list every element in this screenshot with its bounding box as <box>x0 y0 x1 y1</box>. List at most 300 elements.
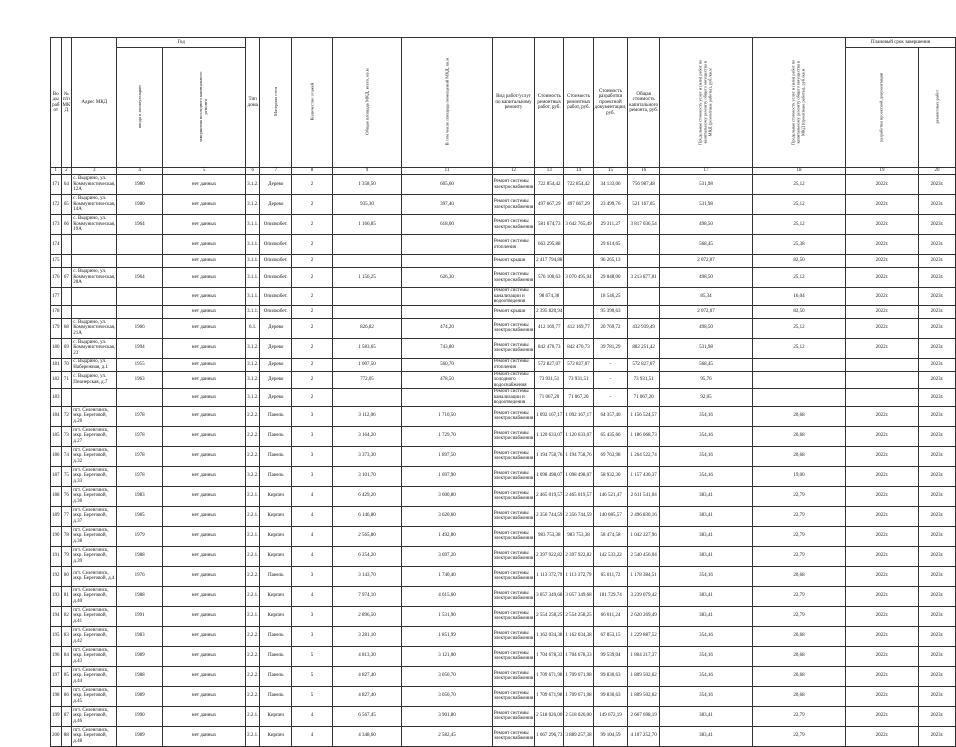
floors: 2 <box>292 288 333 306</box>
commission-year: 1980 <box>117 195 163 215</box>
repair-cost: 2 395 820,94 <box>535 305 564 318</box>
last-repair-year: нет данных <box>163 338 246 358</box>
mkd-number: 83 <box>61 626 72 646</box>
last-repair-year: нет данных <box>163 686 246 706</box>
premises-area: 1 729,70 <box>402 426 493 446</box>
limit-design: 25,12 <box>753 268 846 288</box>
header-repair-works: ремонтных работ <box>919 48 956 168</box>
repair-cost-total: 1 704 678,33 <box>564 646 593 666</box>
limit-repair: 354,16 <box>660 566 753 586</box>
house-type: 3.1.2. <box>246 195 260 215</box>
table-row <box>51 446 956 466</box>
repair-cost-total: 71 067,20 <box>564 389 593 407</box>
wall-material: Панель <box>260 646 292 666</box>
floors: 4 <box>292 706 333 726</box>
column-number: 7 <box>260 168 292 175</box>
column-number-row <box>51 168 956 175</box>
address-cell <box>72 288 117 306</box>
table-row <box>51 318 956 338</box>
design-deadline: 2022г. <box>846 526 919 546</box>
wall-material: Кирпич <box>260 506 292 526</box>
design-deadline <box>846 358 919 371</box>
commission-year: 1988 <box>117 586 163 606</box>
table-row <box>51 175 956 195</box>
row-number: 176 <box>51 268 62 288</box>
table-row <box>51 389 956 407</box>
work-type: Ремонт системы электроснабжения <box>492 546 534 566</box>
wall-material: Панель <box>260 566 292 586</box>
mkd-number: 72 <box>61 406 72 426</box>
house-type: 2.2.2. <box>246 426 260 446</box>
premises-area: 626,30 <box>402 268 493 288</box>
column-number: 1 <box>51 168 62 175</box>
row-number: 187 <box>51 466 62 486</box>
address-cell: пгт. Селенгинск, мкр. Береговой, д.42 <box>72 626 117 646</box>
mkd-number: 65 <box>61 195 72 215</box>
floors: 2 <box>292 358 333 371</box>
premises-area: 474,20 <box>402 318 493 338</box>
table-row <box>51 371 956 389</box>
column-number: 16 <box>628 168 660 175</box>
floors: 5 <box>292 666 333 686</box>
table-row <box>51 255 956 268</box>
design-cost: 142 533,22 <box>593 546 628 566</box>
last-repair-year: нет данных <box>163 726 246 746</box>
floors: 3 <box>292 606 333 626</box>
total-cost: 2 496 830,16 <box>628 506 660 526</box>
design-cost: 29 614,65 <box>593 235 628 255</box>
wall-material: Опилкобет. <box>260 215 292 235</box>
repair-cost-total: 73 931,51 <box>564 371 593 389</box>
last-repair-year: нет данных <box>163 426 246 446</box>
limit-repair: 383,41 <box>660 526 753 546</box>
wall-material: Опилкобет. <box>260 255 292 268</box>
house-type: 3.1.2. <box>246 175 260 195</box>
house-type: 3.1.2. <box>246 371 260 389</box>
total-area: 3 112,06 <box>332 406 401 426</box>
row-number: 193 <box>51 586 62 606</box>
mkd-number: 71 <box>61 371 72 389</box>
total-cost <box>628 305 660 318</box>
wall-material: Опилкобет. <box>260 235 292 255</box>
total-cost: 2 540 456,04 <box>628 546 660 566</box>
total-cost: 1 157 430,37 <box>628 466 660 486</box>
wall-material: Кирпич <box>260 606 292 626</box>
address-cell: с. Выдрино, ул. Коммунистическая, 23 <box>72 338 117 358</box>
design-deadline: 2022г. <box>846 255 919 268</box>
wall-material: Панель <box>260 626 292 646</box>
total-area <box>332 305 401 318</box>
floors: 3 <box>292 446 333 466</box>
header-wall-material: Материал стен <box>260 38 292 168</box>
repair-deadline: 2023г. <box>919 318 956 338</box>
repair-cost-total: 2 518 026,00 <box>564 706 593 726</box>
total-area: 826,82 <box>332 318 401 338</box>
header-work-type: Вид работ/услуг по капитальному ремонту <box>492 38 534 168</box>
house-type: 2.2.1. <box>246 726 260 746</box>
work-type: Ремонт системы отопления <box>492 235 534 255</box>
design-deadline: 2022г. <box>846 566 919 586</box>
last-repair-year: нет данных <box>163 626 246 646</box>
total-area: 935,30 <box>332 195 401 215</box>
floors: 5 <box>292 686 333 706</box>
repair-deadline: 2023г. <box>919 486 956 506</box>
design-deadline <box>846 371 919 389</box>
commission-year: 1989 <box>117 726 163 746</box>
premises-area: 478,50 <box>402 371 493 389</box>
mkd-number: 66 <box>61 215 72 235</box>
last-repair-year: нет данных <box>163 358 246 371</box>
limit-design: 19,00 <box>753 466 846 486</box>
total-cost: 2 611 541,04 <box>628 486 660 506</box>
house-type: 3.1.1. <box>246 288 260 306</box>
repair-cost: 3 057 349,68 <box>535 586 564 606</box>
total-area: 1 583,65 <box>332 338 401 358</box>
floors: 2 <box>292 235 333 255</box>
limit-repair: 383,41 <box>660 706 753 726</box>
limit-repair: 354,16 <box>660 466 753 486</box>
design-cost: 140 085,57 <box>593 506 628 526</box>
header-commission-year: ввода в эксплуатацию <box>117 48 163 168</box>
limit-design: 22,79 <box>753 726 846 746</box>
limit-design <box>753 371 846 389</box>
design-deadline: 2022г. <box>846 586 919 606</box>
header-design-cost: Стоимость разработки проектной документации, руб. <box>593 38 628 168</box>
floors: 3 <box>292 426 333 446</box>
premises-area <box>402 235 493 255</box>
header-total-area: Общая площадь МКД, всего, кв.м <box>332 38 401 168</box>
repair-cost-total: 2 554 258,25 <box>564 606 593 626</box>
design-deadline: 2022г. <box>846 406 919 426</box>
limit-repair: 2 072,07 <box>660 305 753 318</box>
floors: 4 <box>292 526 333 546</box>
floors: 2 <box>292 255 333 268</box>
limit-repair: 498,50 <box>660 215 753 235</box>
header-year-group: Год <box>117 38 246 48</box>
floors: 4 <box>292 506 333 526</box>
design-cost: 29 048,00 <box>593 268 628 288</box>
row-number: 191 <box>51 546 62 566</box>
work-type: Ремонт системы электроснабжения <box>492 646 534 666</box>
total-area <box>332 389 401 407</box>
design-cost: 146 521,47 <box>593 486 628 506</box>
last-repair-year: нет данных <box>163 195 246 215</box>
commission-year: 1978 <box>117 406 163 426</box>
last-repair-year: нет данных <box>163 586 246 606</box>
column-number: 8 <box>292 168 333 175</box>
total-cost: 3 213 877,81 <box>628 268 660 288</box>
design-deadline: 2022г. <box>846 195 919 215</box>
total-cost <box>628 288 660 306</box>
house-type: 3.1.2. <box>246 358 260 371</box>
limit-design <box>753 389 846 407</box>
wall-material: Дерево <box>260 175 292 195</box>
repair-cost: 581 674,73 <box>535 215 564 235</box>
premises-area: 3 620,60 <box>402 506 493 526</box>
limit-design: 25,38 <box>753 235 846 255</box>
house-type: 3.2.2. <box>246 466 260 486</box>
total-cost: 521 167,05 <box>628 195 660 215</box>
header-address: Адрес МКД <box>72 38 117 168</box>
premises-area: 1 740,40 <box>402 566 493 586</box>
design-cost: 66 011,24 <box>593 606 628 626</box>
row-number: 179 <box>51 318 62 338</box>
work-type: Ремонт системы электроснабжения <box>492 268 534 288</box>
limit-design: 22,79 <box>753 606 846 626</box>
mkd-number: 77 <box>61 506 72 526</box>
work-type: Ремонт системы электроснабжения <box>492 726 534 746</box>
work-type: Ремонт системы электроснабжения <box>492 426 534 446</box>
limit-design: 25,12 <box>753 318 846 338</box>
mkd-number: 75 <box>61 466 72 486</box>
commission-year: 1989 <box>117 686 163 706</box>
design-cost: - <box>593 358 628 371</box>
premises-area: 3 050,70 <box>402 686 493 706</box>
repair-deadline: 2023г. <box>919 686 956 706</box>
design-cost: 58 932,30 <box>593 466 628 486</box>
last-repair-year: нет данных <box>163 546 246 566</box>
design-cost: 99 104,59 <box>593 726 628 746</box>
repair-cost-total <box>564 288 593 306</box>
mkd-number: 74 <box>61 446 72 466</box>
table-row <box>51 195 956 215</box>
limit-design: 20,68 <box>753 686 846 706</box>
design-deadline: 2022г. <box>846 318 919 338</box>
floors: 3 <box>292 466 333 486</box>
column-number: 4 <box>117 168 163 175</box>
column-number: 2 <box>61 168 72 175</box>
repair-deadline: 2023г. <box>919 389 956 407</box>
limit-repair: 498,50 <box>660 268 753 288</box>
repair-deadline: 2023г. <box>919 606 956 626</box>
premises-area: 4 615,60 <box>402 586 493 606</box>
design-deadline: 2022г. <box>846 546 919 566</box>
design-deadline: 2022г. <box>846 305 919 318</box>
row-number: 194 <box>51 606 62 626</box>
mkd-number: 87 <box>61 706 72 726</box>
total-area: 6 254,20 <box>332 546 401 566</box>
work-type: Ремонт системы электроснабжения <box>492 446 534 466</box>
floors: 4 <box>292 586 333 606</box>
mkd-number <box>61 255 72 268</box>
repair-cost-total: 1 092 167,17 <box>564 406 593 426</box>
house-type: 2.2.1. <box>246 546 260 566</box>
limit-repair: 383,41 <box>660 506 753 526</box>
row-number: 178 <box>51 305 62 318</box>
column-number: 17 <box>660 168 753 175</box>
total-area: 6 567,45 <box>332 706 401 726</box>
total-area: 1 358,50 <box>332 175 401 195</box>
total-cost: 1 186 068,73 <box>628 426 660 446</box>
floors: 4 <box>292 726 333 746</box>
design-deadline: 2022г. <box>846 288 919 306</box>
limit-design: 22,79 <box>753 506 846 526</box>
total-cost: 2 620 269,49 <box>628 606 660 626</box>
total-area: 6 146,80 <box>332 506 401 526</box>
repair-cost-total: 412 169,77 <box>564 318 593 338</box>
address-cell: пгт. Селенгинск, мкр. Береговой, д.27 <box>72 426 117 446</box>
last-repair-year: нет данных <box>163 255 246 268</box>
premises-area: 3 697,20 <box>402 546 493 566</box>
work-type: Ремонт системы электроснабжения <box>492 338 534 358</box>
row-number: 180 <box>51 338 62 358</box>
address-cell: пгт. Селенгинск, мкр. Береговой, д.43 <box>72 646 117 666</box>
premises-area <box>402 288 493 306</box>
table-row <box>51 646 956 666</box>
address-cell: с. Выдрино, ул. Коммунистическая, 14А <box>72 195 117 215</box>
mkd-number: 81 <box>61 586 72 606</box>
design-cost: - <box>593 389 628 407</box>
work-type: Ремонт системы электроснабжения <box>492 686 534 706</box>
limit-design: 20,68 <box>753 566 846 586</box>
total-area: 3 373,30 <box>332 446 401 466</box>
commission-year: 1980 <box>117 175 163 195</box>
mkd-number <box>61 305 72 318</box>
floors: 2 <box>292 389 333 407</box>
commission-year <box>117 305 163 318</box>
wall-material: Кирпич <box>260 526 292 546</box>
house-type: 2.2.1. <box>246 486 260 506</box>
total-cost <box>628 235 660 255</box>
total-area: 2 896,50 <box>332 606 401 626</box>
address-cell: пгт. Селенгинск, мкр. Береговой, д.41 <box>72 606 117 626</box>
total-area: 6 429,20 <box>332 486 401 506</box>
limit-design <box>753 358 846 371</box>
total-cost: 1 156 524,57 <box>628 406 660 426</box>
table-row <box>51 506 956 526</box>
limit-design: 16,04 <box>753 288 846 306</box>
total-area: 3 101,70 <box>332 466 401 486</box>
house-type: 2.2.2. <box>246 406 260 426</box>
design-deadline: 2022г. <box>846 646 919 666</box>
last-repair-year: нет данных <box>163 305 246 318</box>
address-cell <box>72 235 117 255</box>
repair-cost-total <box>564 305 593 318</box>
header-total-cost: Общая стоимость капитального ремонта, руб. <box>628 38 660 168</box>
address-cell: пгт. Селенгинск, мкр. Береговой, д.40 <box>72 586 117 606</box>
column-number: 18 <box>753 168 846 175</box>
design-deadline: 2022г. <box>846 666 919 686</box>
table-row <box>51 268 956 288</box>
limit-design: 22,79 <box>753 486 846 506</box>
wall-material: Кирпич <box>260 706 292 726</box>
address-cell: пгт. Селенгинск, мкр. Береговой, д.4 <box>72 566 117 586</box>
limit-repair: 498,50 <box>660 318 753 338</box>
wall-material: Дерево <box>260 338 292 358</box>
repair-deadline: 2023г. <box>919 288 956 306</box>
table-row <box>51 288 956 306</box>
mkd-number: 69 <box>61 338 72 358</box>
table-row <box>51 466 956 486</box>
work-type: Ремонт системы электроснабжения <box>492 666 534 686</box>
repair-cost: 2 518 026,00 <box>535 706 564 726</box>
address-cell: пгт. Селенгинск, мкр. Береговой, д.37 <box>72 506 117 526</box>
column-number: 13 <box>535 168 564 175</box>
column-number: 6 <box>246 168 260 175</box>
house-type: 2.2.1. <box>246 706 260 726</box>
repair-cost-total <box>564 255 593 268</box>
floors: 2 <box>292 371 333 389</box>
total-cost: 3 239 079,42 <box>628 586 660 606</box>
commission-year: 1983 <box>117 626 163 646</box>
repair-cost: 2 465 019,57 <box>535 486 564 506</box>
total-area: 1 156,25 <box>332 268 401 288</box>
row-number: 195 <box>51 626 62 646</box>
work-type: Ремонт системы электроснабжения <box>492 175 534 195</box>
repair-cost: 71 067,20 <box>535 389 564 407</box>
repair-deadline: 2023г. <box>919 426 956 446</box>
design-deadline: 2022г. <box>846 466 919 486</box>
mkd-number <box>61 389 72 407</box>
total-cost: 1 264 522,74 <box>628 446 660 466</box>
design-cost: 29 311,27 <box>593 215 628 235</box>
repair-cost-total: 3 642 765,49 <box>564 215 593 235</box>
design-cost: 23 499,76 <box>593 195 628 215</box>
repair-cost: 497 667,29 <box>535 195 564 215</box>
wall-material: Панель <box>260 466 292 486</box>
total-area <box>332 255 401 268</box>
header-house-type: Тип дома <box>246 38 260 168</box>
address-cell: пгт. Селенгинск, мкр. Береговой, д.48 <box>72 726 117 746</box>
last-repair-year: нет данных <box>163 215 246 235</box>
repair-cost: 572 827,07 <box>535 358 564 371</box>
house-type: 3.1.1. <box>246 255 260 268</box>
repair-deadline: 2023г. <box>919 586 956 606</box>
design-cost: 20 769,72 <box>593 318 628 338</box>
design-deadline: 2022г. <box>846 606 919 626</box>
limit-repair: 354,16 <box>660 446 753 466</box>
design-cost: 65 435,66 <box>593 426 628 446</box>
repair-cost-total: 2 397 922,82 <box>564 546 593 566</box>
address-cell: пгт. Селенгинск, мкр. Береговой, д.36 <box>72 486 117 506</box>
mkd-number: 64 <box>61 175 72 195</box>
last-repair-year: нет данных <box>163 486 246 506</box>
repair-cost: 663 295,88 <box>535 235 564 255</box>
floors: 2 <box>292 215 333 235</box>
repair-cost: 412 169,77 <box>535 318 564 338</box>
repair-cost: 1 709 671,98 <box>535 666 564 686</box>
repair-deadline: 2023г. <box>919 446 956 466</box>
limit-repair: 2 072,07 <box>660 255 753 268</box>
house-type: 3.1.1. <box>246 215 260 235</box>
work-type: Ремонт системы холодного водоснабжения <box>492 371 534 389</box>
repair-cost: 2 554 258,25 <box>535 606 564 626</box>
row-number: 174 <box>51 235 62 255</box>
mkd-number: 76 <box>61 486 72 506</box>
design-deadline <box>846 389 919 407</box>
total-area: 3 143,70 <box>332 566 401 586</box>
premises-area: 1 531,90 <box>402 606 493 626</box>
work-type: Ремонт системы электроснабжения <box>492 626 534 646</box>
floors: 2 <box>292 305 333 318</box>
table-row <box>51 686 956 706</box>
work-type: Ремонт системы электроснабжения <box>492 318 534 338</box>
total-cost: 1 804 217,37 <box>628 646 660 666</box>
limit-repair: 383,41 <box>660 486 753 506</box>
work-type: Ремонт системы канализации и водоотведения <box>492 288 534 306</box>
limit-repair: 354,16 <box>660 426 753 446</box>
floors: 4 <box>292 486 333 506</box>
last-repair-year: нет данных <box>163 389 246 407</box>
row-number: 200 <box>51 726 62 746</box>
design-cost: 99 830,63 <box>593 686 628 706</box>
wall-material: Дерево <box>260 318 292 338</box>
limit-repair: 354,16 <box>660 646 753 666</box>
repair-cost: 576 100,63 <box>535 268 564 288</box>
repair-deadline: 2023г. <box>919 646 956 666</box>
address-cell: пгт. Селенгинск, мкр. Береговой, д.38 <box>72 526 117 546</box>
house-type: 3.1.1. <box>246 305 260 318</box>
